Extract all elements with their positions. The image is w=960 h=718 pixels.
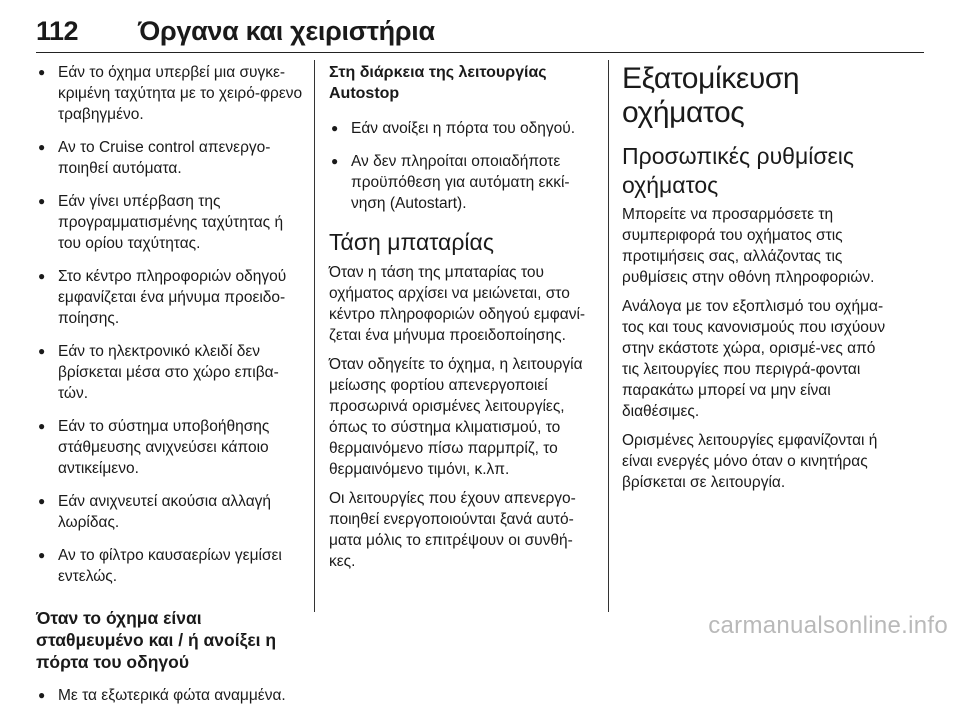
list-item: ● Με τα εξωτερικά φώτα αναμμένα. [36, 685, 304, 706]
parked-conditions-list [36, 685, 304, 706]
body-paragraph: Οι λειτουργίες που έχουν απενεργο-ποιηθεί ενεργοποιούνται ξανά αυτό-ματα μόλις το επιτρέψουν οι συνθή-κες. [329, 490, 576, 570]
warning-conditions-list [36, 62, 304, 587]
battery-voltage-heading: Τάση μπαταρίας [329, 229, 494, 255]
parked-subheading: Όταν το όχημα είναι σταθμευμένο και / ή ανοίξει η πόρτα του οδηγού [36, 608, 277, 672]
list-item: ● Αν το φίλτρο καυσαερίων γεμίσει εντελώς. [36, 545, 304, 587]
body-paragraph: Ανάλογα με τον εξοπλισμό του οχήμα-τος και τους κανονισμούς που ισχύουν στην εκάστοτε χώρα, ορισμέ-νες από τις λειτουργίες που περιγρά-φονται παρακάτω μπορεί να μην είναι διαθέσιμες. [622, 298, 886, 420]
list-item: ● Εάν ανοίξει η πόρτα του οδηγού. [329, 118, 598, 139]
list-item: ● Εάν το σύστημα υποβοήθησης στάθμευσης ανιχνεύσει κάποιο αντικείμενο. [36, 416, 304, 479]
body-paragraph: Ορισμένες λειτουργίες εμφανίζονται ή είναι ενεργές μόνο όταν ο κινητήρας βρίσκεται σε λειτουργία. [622, 432, 878, 491]
list-item: ● Εάν το όχημα υπερβεί μια συγκε-κριμένη ταχύτητα με το χειρό-φρενο τραβηγμένο. [36, 62, 304, 125]
body-paragraph: Όταν η τάση της μπαταρίας του οχήματος αρχίσει να μειώνεται, στο κέντρο πληροφοριών οδηγού εμφανί-ζεται ένα μήνυμα προειδοποίησης. [329, 264, 586, 344]
list-item: ● Αν το Cruise control απενεργο-ποιηθεί αυτόματα. [36, 137, 304, 179]
watermark-text: carmanualsonline.info [708, 612, 948, 639]
list-item: ● Εάν ανιχνευτεί ακούσια αλλαγή λωρίδας. [36, 491, 304, 533]
list-item: ● Εάν γίνει υπέρβαση της προγραμματισμένης ταχύτητας ή του ορίου ταχύτητας. [36, 191, 304, 254]
body-paragraph: Όταν οδηγείτε το όχημα, η λειτουργία μείωσης φορτίου απενεργοποιεί προσωρινά ορισμένες λειτουργίες, όπως το σύστημα κλιματισμού, το θερμαινόμενο πίσω παρμπρίζ, το θερμαινόμενο τιμόνι, κ.λπ. [329, 356, 583, 478]
chapter-title: Όργανα και χειριστήρια [138, 16, 435, 46]
column-middle [329, 62, 598, 580]
column-right [622, 62, 892, 501]
page-header [36, 4, 924, 53]
section-subtitle: Προσωπικές ρυθμίσεις οχήματος [622, 143, 854, 198]
list-item: ● Στο κέντρο πληροφοριών οδηγού εμφανίζεται ένα μήνυμα προειδο-ποίησης. [36, 266, 304, 329]
body-paragraph: Μπορείτε να προσαρμόσετε τη συμπεριφορά του οχήματος στις προτιμήσεις σας, αλλάζοντας τις ρυθμίσεις στην οθόνη πληροφοριών. [622, 206, 875, 286]
column-divider-right [608, 60, 609, 612]
autostop-subheading: Στη διάρκεια της λειτουργίας Autostop [329, 64, 547, 102]
page-number: 112 [36, 16, 79, 46]
section-main-title: Εξατομίκευση οχήματος [622, 62, 800, 129]
list-item: ● Εάν το ηλεκτρονικό κλειδί δεν βρίσκεται μέσα στο χώρο επιβα-τών. [36, 341, 304, 404]
list-item: ● Αν δεν πληροίται οποιαδήποτε προϋπόθεση για αυτόματη εκκί-νηση (Autostart). [329, 151, 598, 214]
column-divider-left [314, 60, 315, 612]
autostop-conditions-list [329, 118, 598, 214]
column-left [36, 62, 304, 718]
